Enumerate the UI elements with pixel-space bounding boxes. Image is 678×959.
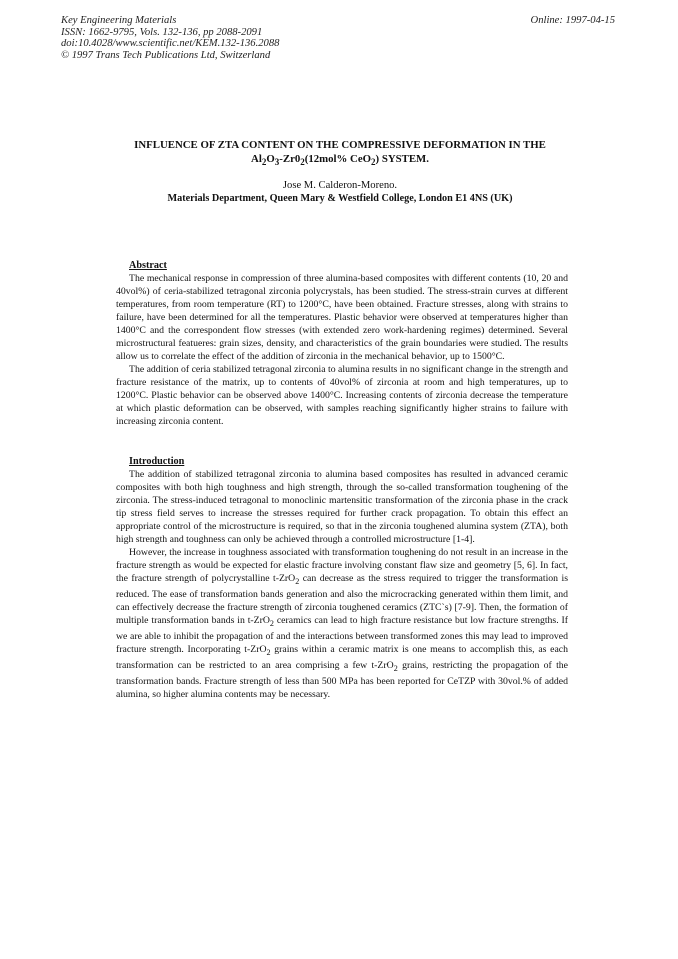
journal-header bbox=[61, 15, 621, 61]
issn-line: ISSN: 1662-9795, Vols. 132-136, pp 2088-2091 bbox=[61, 26, 263, 38]
paragraph-text: grains, restricting the propagation of the transformation bands. Fracture strength of less than 500 MPa has been reported for CeTZP with 30vol.% of added alumina, so higher alumina contents may be necessary. bbox=[116, 659, 569, 700]
paragraph-text: However, the increase in toughness associated with transformation toughening do not result in an increase in the fracture strength as would be expected for elastic fracture involving constant flaw size and geometry [5, 6]. In fact, the fracture strength of polycrystalline t-ZrO bbox=[116, 547, 568, 584]
doi-line: doi:10.4028/www.scientific.net/KEM.132-136.2088 bbox=[61, 38, 280, 50]
title-line-1: INFLUENCE OF ZTA CONTENT ON THE COMPRESSIVE DEFORMATION IN THE bbox=[134, 139, 546, 151]
subscript: 2 bbox=[266, 647, 271, 657]
subscript: 2 bbox=[393, 663, 398, 673]
copyright-line: © 1997 Trans Tech Publications Ltd, Switzerland bbox=[61, 49, 271, 61]
paper-title bbox=[110, 138, 570, 169]
journal-name: Key Engineering Materials bbox=[61, 15, 177, 26]
title-formula-text: ) SYSTEM. bbox=[375, 153, 429, 165]
title-formula-text: (12mol% CeO bbox=[304, 153, 372, 165]
title-formula-text: O bbox=[266, 153, 275, 165]
title-formula-text: Al bbox=[251, 153, 262, 165]
abstract-paragraph-1: The mechanical response in compression of three alumina-based composites with different contents (10, 20 and 40vol%) of ceria-stabilized tetragonal zirconia polycrystals, has been studied. The stress-strain curves at different temperatures, from room temperature (RT) to 1200°C, have been obtained. Fracture stresses, along with strains to failure, have been determined for all the temperatures. Plastic behavior were observed at temperatures higher than 1400°C and the correspondent flow stresses (with extended zero work-hardening regimes) determined. Several microstructural featueres: grain sizes, density, and characteristics of the grain boundaries were studied. The results allow us to correlate the effect of the addition of zirconia in the mechanical behavior, up to 1500°C. bbox=[116, 273, 568, 362]
abstract-heading: Abstract bbox=[129, 260, 167, 271]
paragraph-text: grains within a ceramic matrix is one means to accomplish this, as each transformation can be restricted to an area comprising a few t-ZrO bbox=[116, 643, 568, 671]
abstract-section bbox=[116, 259, 568, 428]
paragraph-text: can decrease as the stress required to trigger the transformation is reduced. The ease of transformation bands generation and also the microcracking generated within them limit, and can effectively decrease the fracture strength of zirconia toughened ceramics (ZTC`s) [7-9]. Then, the formation of multiple transformation bands in t-ZrO bbox=[116, 573, 568, 626]
abstract-paragraph-2: The addition of ceria stabilized tetragonal zirconia to alumina results in no significant change in the strength and fracture resistance of the matrix, up to contents of 40vol% of zirconia at room and high temperatures, up to 1200°C. Plastic behavior can be observed above 1400°C. Increasing contents of zirconia decrease the temperature at which plastic deformation can be observed, with samples reaching significantly higher strains to failure with increasing zirconia content. bbox=[116, 364, 568, 427]
author-affiliation: Materials Department, Queen Mary & Westfield College, London E1 4NS (UK) bbox=[167, 193, 513, 204]
online-date: Online: 1997-04-15 bbox=[530, 15, 615, 26]
subscript: 3 bbox=[274, 157, 280, 168]
paragraph-text: ceramics can lead to high fracture resistance but low fracture strengths. If we are able to inhibit the propagation of and the interactions between transformed zones this may lead to improved fracture strength. Incorporating t-ZrO bbox=[116, 614, 568, 655]
subscript: 2 bbox=[300, 157, 305, 168]
introduction-paragraph-1: The addition of stabilized tetragonal zirconia to alumina based composites has resulted in advanced ceramic composites with both high toughness and high strength, through the so-called transformation toughening of the zirconia. The stress-induced tetragonal to monoclinic martensitic transformation of the zirconia phase in the crack tip stress field serves to increase the stresses required for further crack propagation. To obtain this effect an appropriate control of the microstructure is required, so that in the zirconia toughened alumina system (ZTA), both high strength and toughness can only be achieved through a controlled microstructure [1-4]. bbox=[116, 469, 568, 545]
title-formula-text: -Zr0 bbox=[279, 153, 301, 165]
introduction-section bbox=[116, 455, 568, 701]
author-name: Jose M. Calderon-Moreno. bbox=[282, 180, 398, 191]
subscript: 2 bbox=[295, 576, 300, 586]
introduction-heading: Introduction bbox=[129, 456, 185, 467]
title-line-2 bbox=[110, 152, 570, 169]
subscript: 2 bbox=[371, 157, 376, 168]
subscript: 2 bbox=[269, 618, 274, 628]
introduction-paragraph-2 bbox=[116, 546, 568, 701]
subscript: 2 bbox=[261, 157, 267, 168]
